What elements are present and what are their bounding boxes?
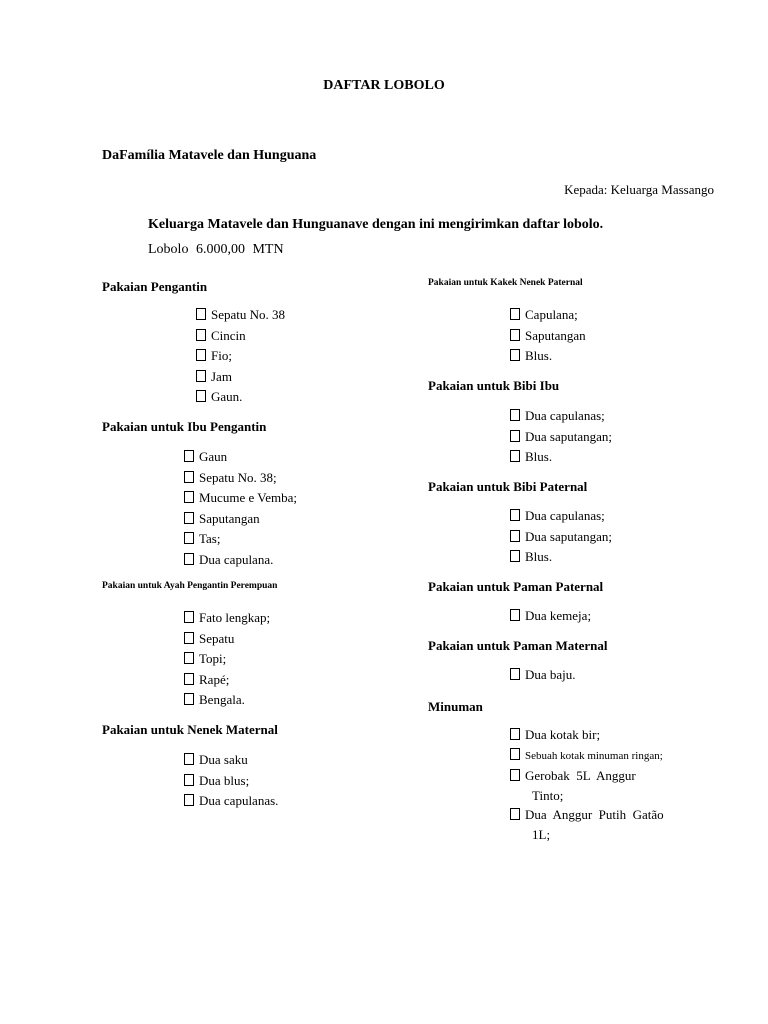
checkbox-icon bbox=[184, 471, 194, 483]
list-kakek-nenek-paternal bbox=[510, 305, 586, 367]
section-title-bibi-paternal: Pakaian untuk Bibi Paternal bbox=[428, 479, 588, 494]
checkbox-icon bbox=[510, 550, 520, 562]
list-ayah-pengantin bbox=[184, 608, 270, 711]
checkbox-icon bbox=[184, 553, 194, 565]
section-title-kakek-nenek-paternal: Pakaian untuk Kakek Nenek Paternal bbox=[428, 278, 583, 288]
list-item: Fato lengkap; bbox=[184, 608, 270, 629]
list-item: Dua blus; bbox=[184, 771, 278, 792]
checkbox-icon bbox=[184, 753, 194, 765]
checkbox-icon bbox=[184, 532, 194, 544]
section-title-ayah-pengantin: Pakaian untuk Ayah Pengantin Perempuan bbox=[102, 581, 278, 591]
list-item: Dua capulanas; bbox=[510, 506, 612, 527]
list-item: Dua capulanas; bbox=[510, 406, 612, 427]
checkbox-icon bbox=[184, 673, 194, 685]
checkbox-icon bbox=[510, 668, 520, 680]
checkbox-icon bbox=[510, 329, 520, 341]
checkbox-icon bbox=[510, 308, 520, 320]
section-title-ibu-pengantin: Pakaian untuk Ibu Pengantin bbox=[102, 419, 267, 434]
list-item: Capulana; bbox=[510, 305, 586, 326]
checkbox-icon bbox=[510, 430, 520, 442]
checkbox-icon bbox=[184, 491, 194, 503]
checkbox-icon bbox=[196, 329, 206, 341]
list-item: Dua Anggur Putih Gatão 1L; bbox=[510, 805, 664, 844]
list-item: Sepatu No. 38 bbox=[196, 305, 285, 326]
list-item: Mucume e Vemba; bbox=[184, 488, 297, 509]
list-item: Dua saputangan; bbox=[510, 427, 612, 448]
list-item: Dua baju. bbox=[510, 665, 576, 686]
checkbox-icon bbox=[184, 693, 194, 705]
checkbox-icon bbox=[510, 509, 520, 521]
checkbox-icon bbox=[510, 769, 520, 781]
section-title-pakaian-pengantin: Pakaian Pengantin bbox=[102, 279, 208, 294]
checkbox-icon bbox=[510, 808, 520, 820]
list-item: Gerobak 5L Anggur Tinto; bbox=[510, 766, 664, 805]
section-title-nenek-maternal: Pakaian untuk Nenek Maternal bbox=[102, 722, 278, 737]
list-item: Topi; bbox=[184, 649, 270, 670]
family-heading: DaFamília Matavele dan Hunguana bbox=[102, 148, 317, 163]
list-item: Dua kotak bir; bbox=[510, 725, 664, 746]
document-title: DAFTAR LOBOLO bbox=[323, 78, 445, 93]
list-item: Dua capulanas. bbox=[184, 791, 278, 812]
checkbox-icon bbox=[184, 611, 194, 623]
checkbox-icon bbox=[510, 530, 520, 542]
list-ibu-pengantin bbox=[184, 447, 297, 570]
list-item: Jam bbox=[196, 367, 285, 388]
list-pakaian-pengantin bbox=[196, 305, 285, 408]
list-nenek-maternal bbox=[184, 750, 278, 812]
list-item: Dua saku bbox=[184, 750, 278, 771]
section-title-bibi-ibu: Pakaian untuk Bibi Ibu bbox=[428, 378, 560, 393]
list-item: Cincin bbox=[196, 326, 285, 347]
section-title-paman-maternal: Pakaian untuk Paman Maternal bbox=[428, 638, 608, 653]
list-paman-paternal bbox=[510, 606, 591, 627]
list-item: Blus. bbox=[510, 447, 612, 468]
checkbox-icon bbox=[184, 450, 194, 462]
list-item: Fio; bbox=[196, 346, 285, 367]
list-item: Blus. bbox=[510, 346, 586, 367]
checkbox-icon bbox=[510, 450, 520, 462]
checkbox-icon bbox=[510, 349, 520, 361]
list-item: Sepatu No. 38; bbox=[184, 468, 297, 489]
checkbox-icon bbox=[510, 728, 520, 740]
checkbox-icon bbox=[184, 794, 194, 806]
section-title-paman-paternal: Pakaian untuk Paman Paternal bbox=[428, 579, 604, 594]
lobolo-amount: Lobolo 6.000,00 MTN bbox=[148, 242, 284, 257]
list-item: Dua saputangan; bbox=[510, 527, 612, 548]
list-item: Dua kemeja; bbox=[510, 606, 591, 627]
list-paman-maternal bbox=[510, 665, 576, 686]
checkbox-icon bbox=[510, 609, 520, 621]
list-item: Dua capulana. bbox=[184, 550, 297, 571]
list-item: Blus. bbox=[510, 547, 612, 568]
list-item: Bengala. bbox=[184, 690, 270, 711]
list-item: Saputangan bbox=[184, 509, 297, 530]
list-item: Saputangan bbox=[510, 326, 586, 347]
list-item: Gaun. bbox=[196, 387, 285, 408]
list-bibi-paternal bbox=[510, 506, 612, 568]
checkbox-icon bbox=[196, 370, 206, 382]
checkbox-icon bbox=[510, 409, 520, 421]
recipient-line: Kepada: Keluarga Massango bbox=[564, 182, 714, 197]
list-item: Sepatu bbox=[184, 629, 270, 650]
list-item: Sebuah kotak minuman ringan; bbox=[510, 746, 664, 767]
checkbox-icon bbox=[184, 632, 194, 644]
list-bibi-ibu bbox=[510, 406, 612, 468]
checkbox-icon bbox=[184, 652, 194, 664]
list-minuman bbox=[510, 725, 664, 844]
checkbox-icon bbox=[184, 512, 194, 524]
list-item: Rapé; bbox=[184, 670, 270, 691]
checkbox-icon bbox=[196, 349, 206, 361]
list-item: Gaun bbox=[184, 447, 297, 468]
checkbox-icon bbox=[196, 308, 206, 320]
section-title-minuman: Minuman bbox=[428, 699, 483, 714]
list-item: Tas; bbox=[184, 529, 297, 550]
checkbox-icon bbox=[184, 774, 194, 786]
checkbox-icon bbox=[196, 390, 206, 402]
checkbox-icon bbox=[510, 748, 520, 760]
intro-text: Keluarga Matavele dan Hunguanave dengan ini mengirimkan daftar lobolo. bbox=[148, 217, 604, 232]
